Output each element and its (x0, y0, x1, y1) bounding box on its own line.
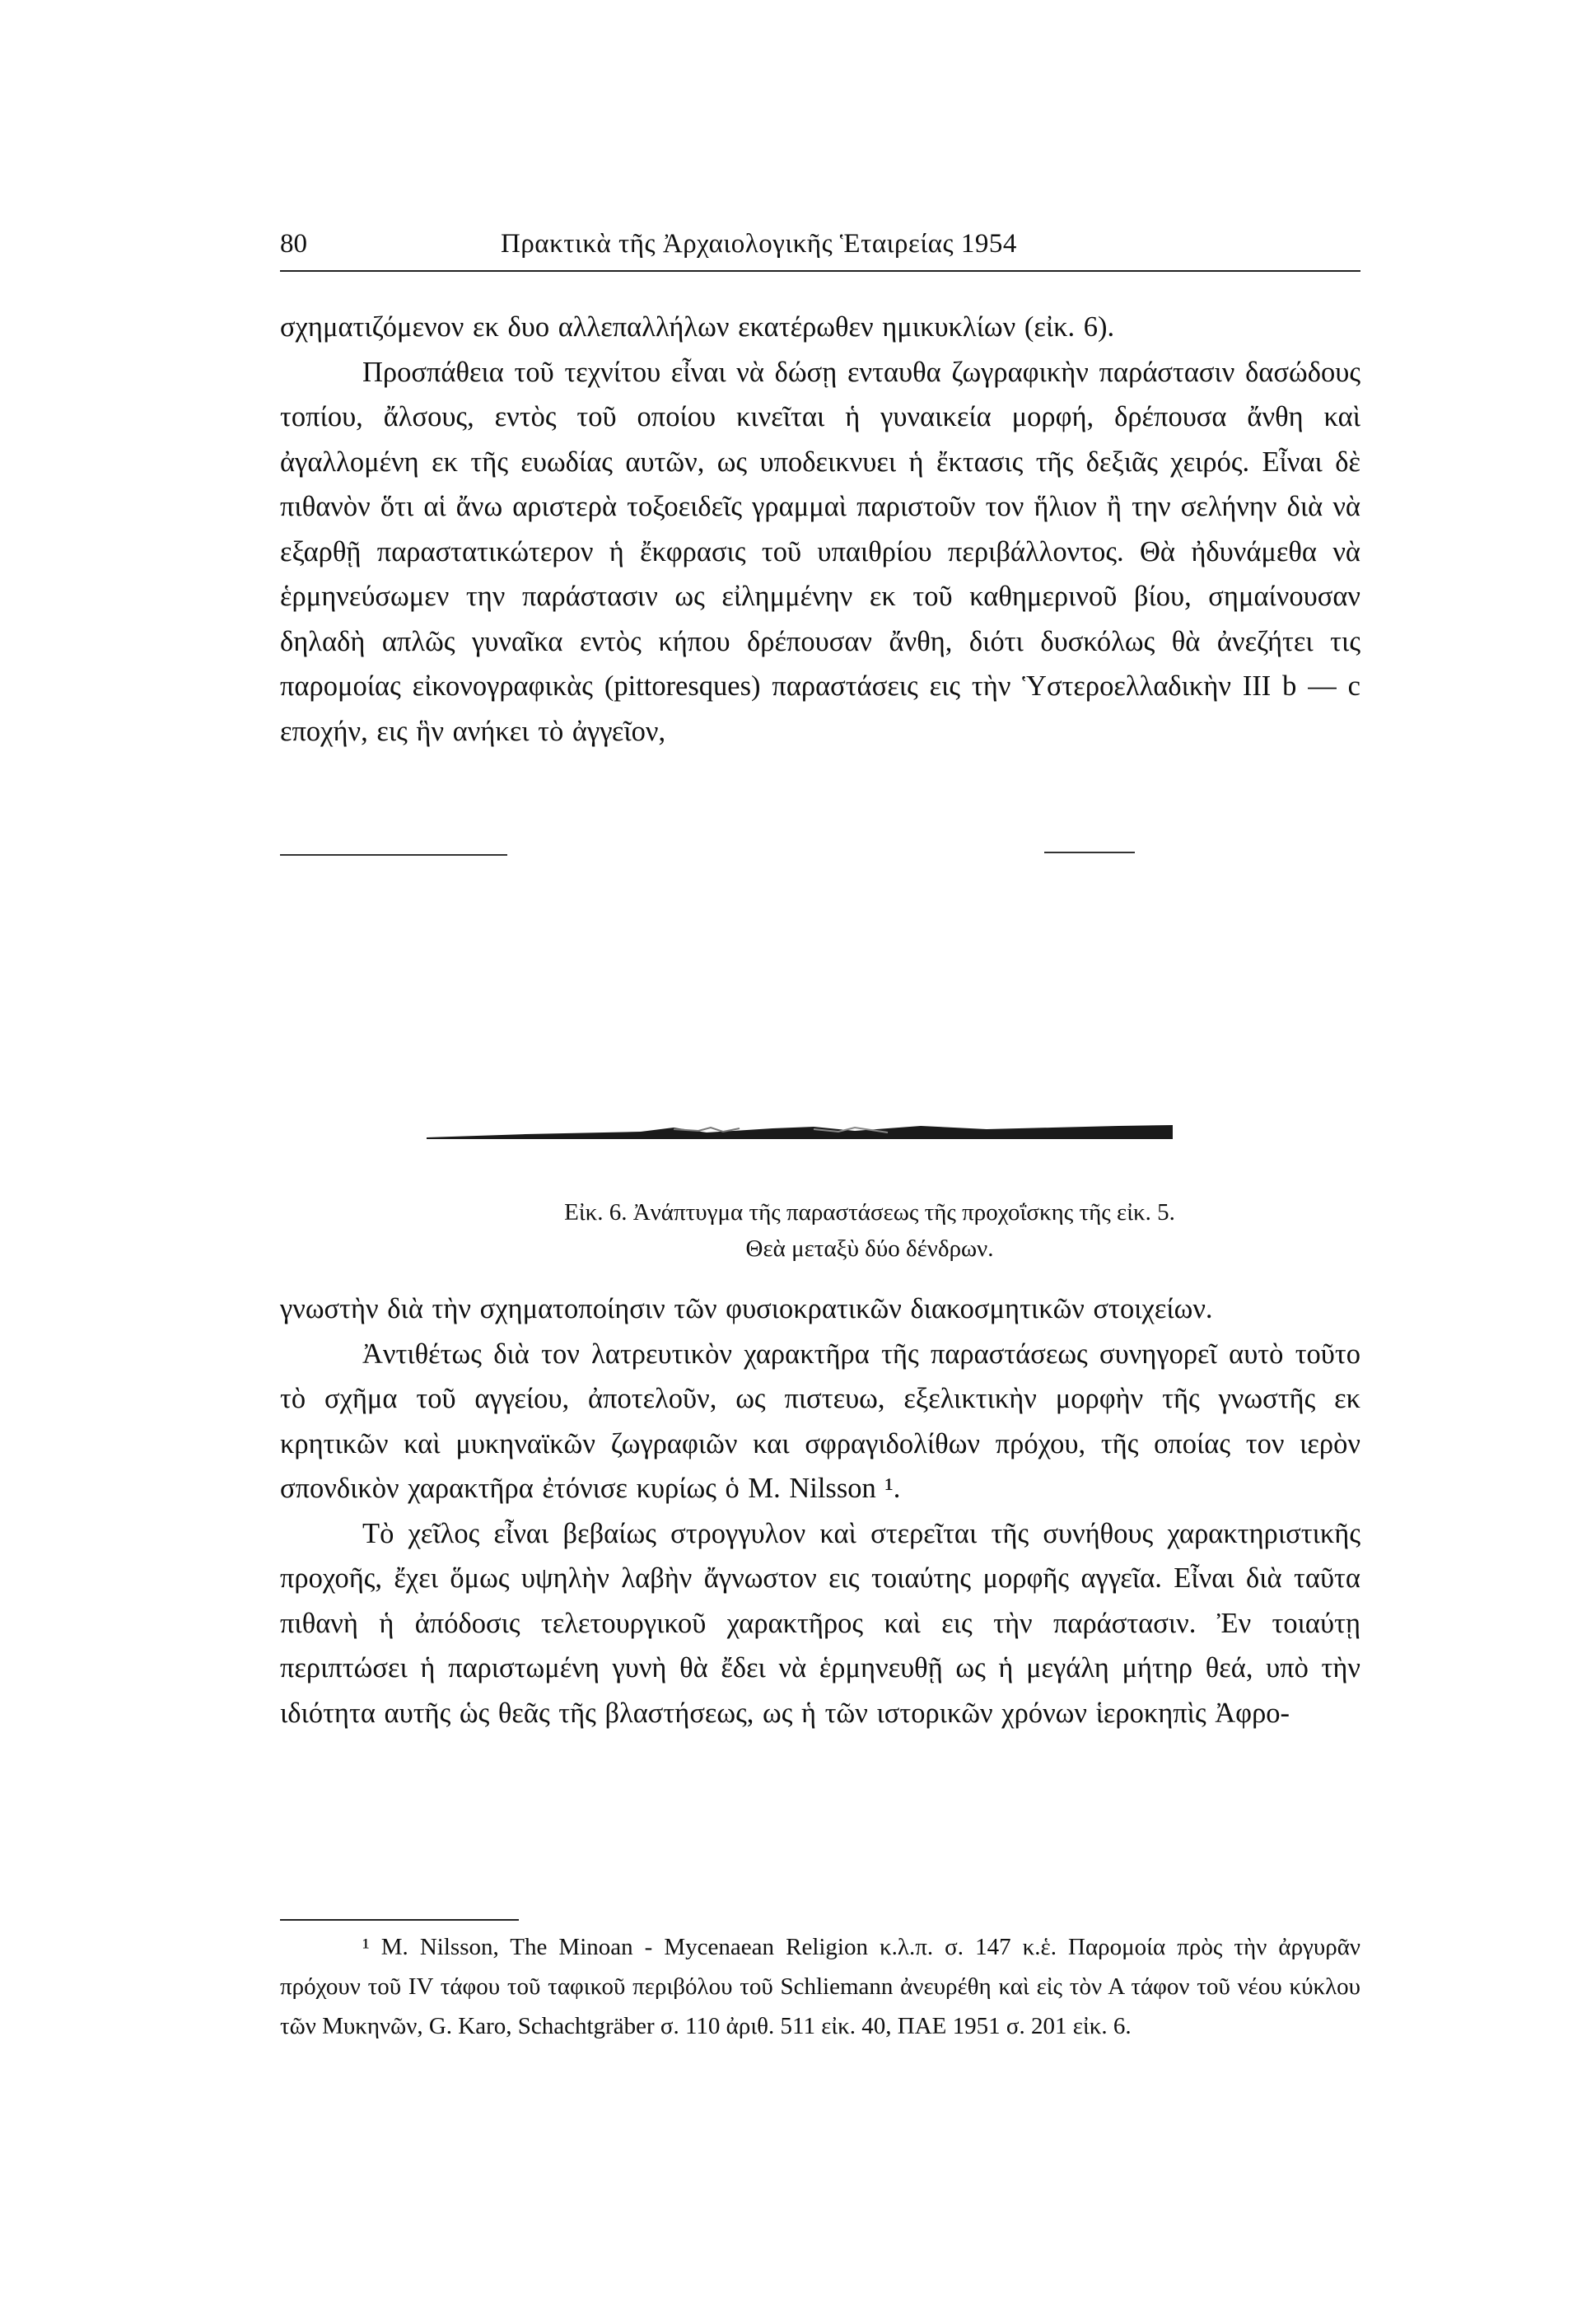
caption-line-2: Θεὰ μεταξὺ δύο δένδρων. (745, 1235, 994, 1262)
page-number: 80 (280, 229, 307, 259)
footnote-text: ¹ Μ. Nilsson, The Minoan - Mycenaean Religion κ.λ.π. σ. 147 κ.ἑ. Παρομοία πρὸς τὴν ἀργυρᾶν πρόχουν τοῦ IV τάφου τοῦ ταφικοῦ περιβόλου τοῦ Schliemann ἀνευρέθη καὶ εἰς τὸν Α τάφον τοῦ νέου κύκλου τῶν Μυκηνῶν, G. Karo, Schachtgräber σ. 110 ἀριθ. 511 εἰκ. 40, ΠΑΕ 1951 σ. 201 εἰκ. 6. (280, 1934, 1360, 2039)
footnote (280, 1927, 1360, 2046)
paragraph: Ἀντιθέτως διὰ τον λατρευτικὸν χαρακτῆρα τῆς παραστάσεως συνηγορεῖ αυτὸ τοῦτο τὸ σχῆμα τοῦ αγγείου, ἀποτελοῦν, ως πιστευω, εξελικτικὴν μορφὴν τῆς γνωστῆς εκ κρητικῶν καὶ μυκηναϊκῶν ζωγραφιῶν και σφραγιδολίθων πρόχου, τῆς οποίας τον ιερὸν σπονδικὸν χαρακτῆρα ἐτόνισε κυρίως ὁ Μ. Nilsson ¹. (280, 1338, 1360, 1504)
paragraph: Τὸ χεῖλος εἶναι βεβαίως στρογγυλον καὶ στερεῖται τῆς συνήθους χαρακτηριστικῆς προχοῆς, ἔχει ὅμως υψηλὴν λαβὴν ἄγνωστον εις τοιαύτης μορφῆς αγγεῖα. Εἶναι διὰ ταῦτα πιθανὴ ἡ ἀπόδοσις τελετουργικοῦ χαρακτῆρος καὶ εις τὴν παράστασιν. Ἐν τοιαύτῃ περιπτώσει ἡ παριστωμένη γυνὴ θὰ ἔδει νὰ ἑρμηνευθῇ ως ἡ μεγάλη μήτηρ θεά, υπὸ τὴν ιδιότητα αυτῆς ὡς θεᾶς τῆς βλαστήσεως, ως ἡ τῶν ιστορικῶν χρόνων ἱεροκηπὶς Ἀφρο- (280, 1517, 1360, 1729)
footnote-rule (280, 1919, 519, 1921)
figure-separator-right (1044, 852, 1135, 853)
caption-line-1: Εἰκ. 6. Ἀνάπτυγμα τῆς παραστάσεως τῆς προχοΐσκης τῆς εἰκ. 5. (564, 1199, 1175, 1226)
running-title: Πρακτικὰ τῆς Ἀρχαιολογικῆς Ἑταιρείας 1954 (501, 229, 1017, 259)
header-rule (280, 270, 1360, 272)
paragraph: Προσπάθεια τοῦ τεχνίτου εἶναι νὰ δώσῃ ενταυθα ζωγραφικὴν παράστασιν δασώδους τοπίου, ἄλσους, εντὸς τοῦ οποίου κινεῖται ἡ γυναικεία μορφή, δρέπουσα ἄνθη καὶ ἀγαλλομένη εκ τῆς ευωδίας αυτῶν, ως υποδεικνυει ἡ ἔκτασις τῆς δεξιᾶς χειρός. Εἶναι δὲ πιθανὸν ὅτι αἱ ἄνω αριστερὰ τοξοειδεῖς γραμμαὶ παριστοῦν τον ἥλιον ἢ την σελήνην διὰ νὰ εξαρθῇ παραστατικώτερον ἡ ἔκφρασις τοῦ υπαιθρίου περιβάλλοντος. Θὰ ἠδυνάμεθα νὰ ἑρμηνεύσωμεν την παράστασιν ως εἰλημμένην εκ τοῦ καθημερινοῦ βίου, σημαίνουσαν δηλαδὴ απλῶς γυναῖκα εντὸς κήπου δρέπουσαν ἄνθη, διότι δυσκόλως θὰ ἀνεζήτει τις παρομοίας εἰκονογραφικὰς (pittoresques) παραστάσεις εις τὴν Ὑστεροελλαδικὴν III b — c εποχήν, εις ἣν ανήκει τὸ ἀγγεῖον, (280, 356, 1360, 747)
figure-separator-left (280, 854, 507, 856)
paragraph: σχηματιζόμενον εκ δυο αλλεπαλλήλων εκατέρωθεν ημικυκλίων (εἰκ. 6). (280, 311, 1115, 343)
body-text-bottom (280, 1287, 1360, 1735)
page-header (280, 229, 1360, 262)
figure-illustration-strip (427, 1124, 1173, 1139)
figure-caption (280, 1194, 1360, 1267)
paragraph: γνωστὴν διὰ τὴν σχηματοποίησιν τῶν φυσιοκρατικῶν διακοσμητικῶν στοιχείων. (280, 1293, 1213, 1324)
body-text-top (280, 305, 1360, 754)
